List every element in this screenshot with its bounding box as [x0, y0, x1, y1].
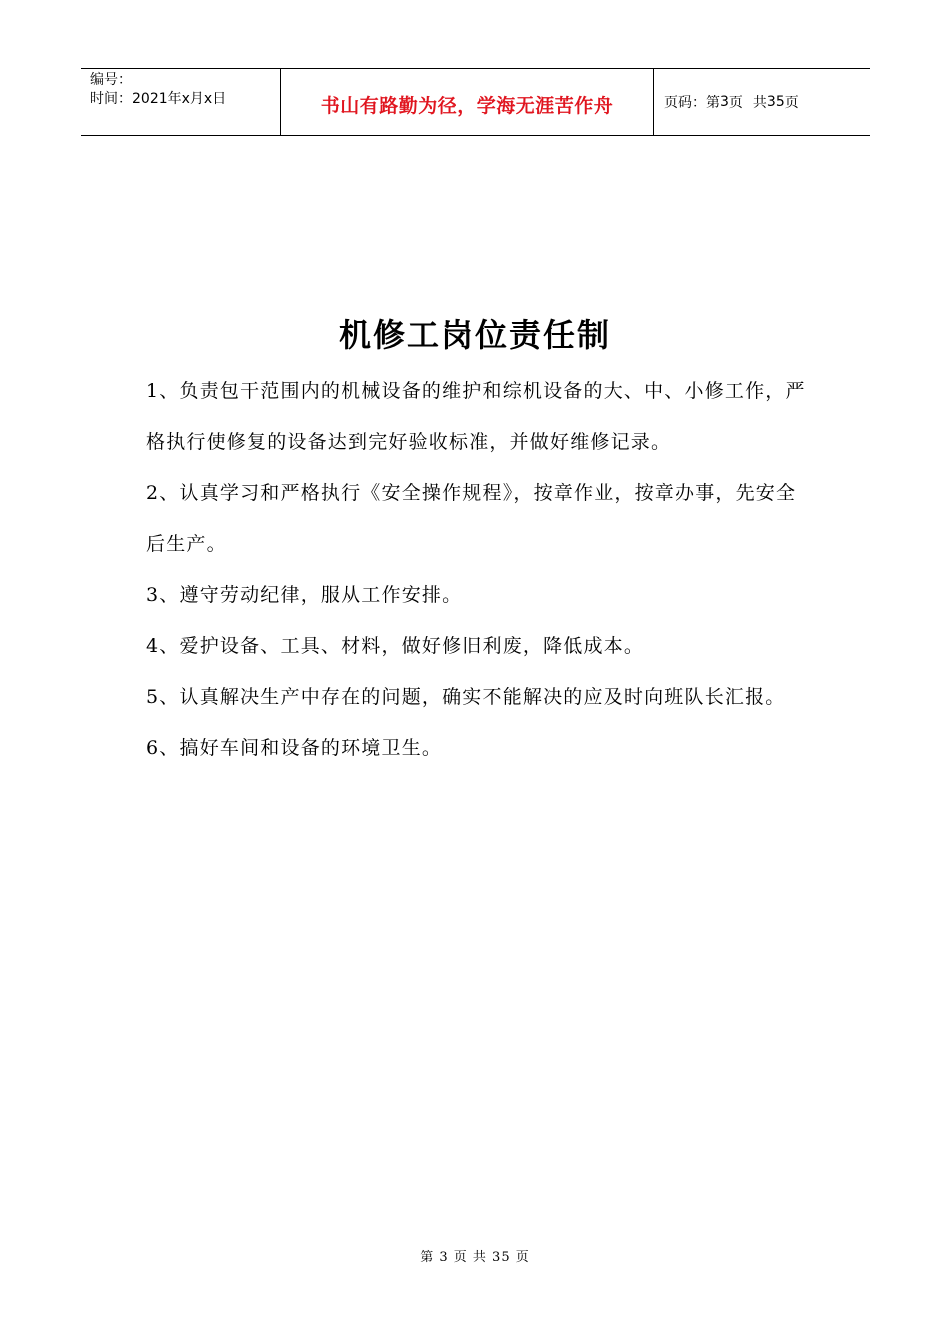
paragraph: 4、爱护设备、工具、材料，做好修旧利废，降低成本。 — [146, 635, 645, 657]
document-number-label: 编号： — [90, 72, 132, 88]
page-prefix: 页码：第 — [664, 95, 720, 111]
page-total-prefix: 共 — [752, 95, 767, 111]
page-total: 35 — [766, 94, 785, 110]
document-title: 机修工岗位责任制 — [338, 316, 611, 354]
header-meta — [81, 69, 281, 135]
header-motto: 书山有路勤为径，学海无涯苦作舟 — [320, 94, 614, 117]
paragraph: 1、负责包干范围内的机械设备的维护和综机设备的大、中、小修工作，严格执行使修复的设备达到完好验收标准，并做好维修记录。 — [146, 380, 806, 453]
paragraph: 5、认真解决生产中存在的问题，确实不能解决的应及时向班队长汇报。 — [146, 686, 786, 708]
header-motto-cell — [281, 69, 654, 135]
paragraph: 6、搞好车间和设备的环境卫生。 — [146, 737, 443, 759]
page-footer: 第 3 页 共 35 页 — [420, 1250, 530, 1265]
page-current: 3 — [720, 94, 729, 110]
page-unit: 页 — [728, 95, 743, 111]
header-page-info — [654, 69, 870, 135]
paragraph: 2、认真学习和严格执行《安全操作规程》，按章作业，按章办事，先安全后生产。 — [146, 482, 797, 555]
document-time-label: 时间：2021年x月x日 — [90, 91, 227, 107]
page-total-unit: 页 — [784, 95, 799, 111]
document-body — [146, 366, 810, 774]
paragraph: 3、遵守劳动纪律，服从工作安排。 — [146, 584, 463, 606]
page-header — [81, 68, 870, 136]
